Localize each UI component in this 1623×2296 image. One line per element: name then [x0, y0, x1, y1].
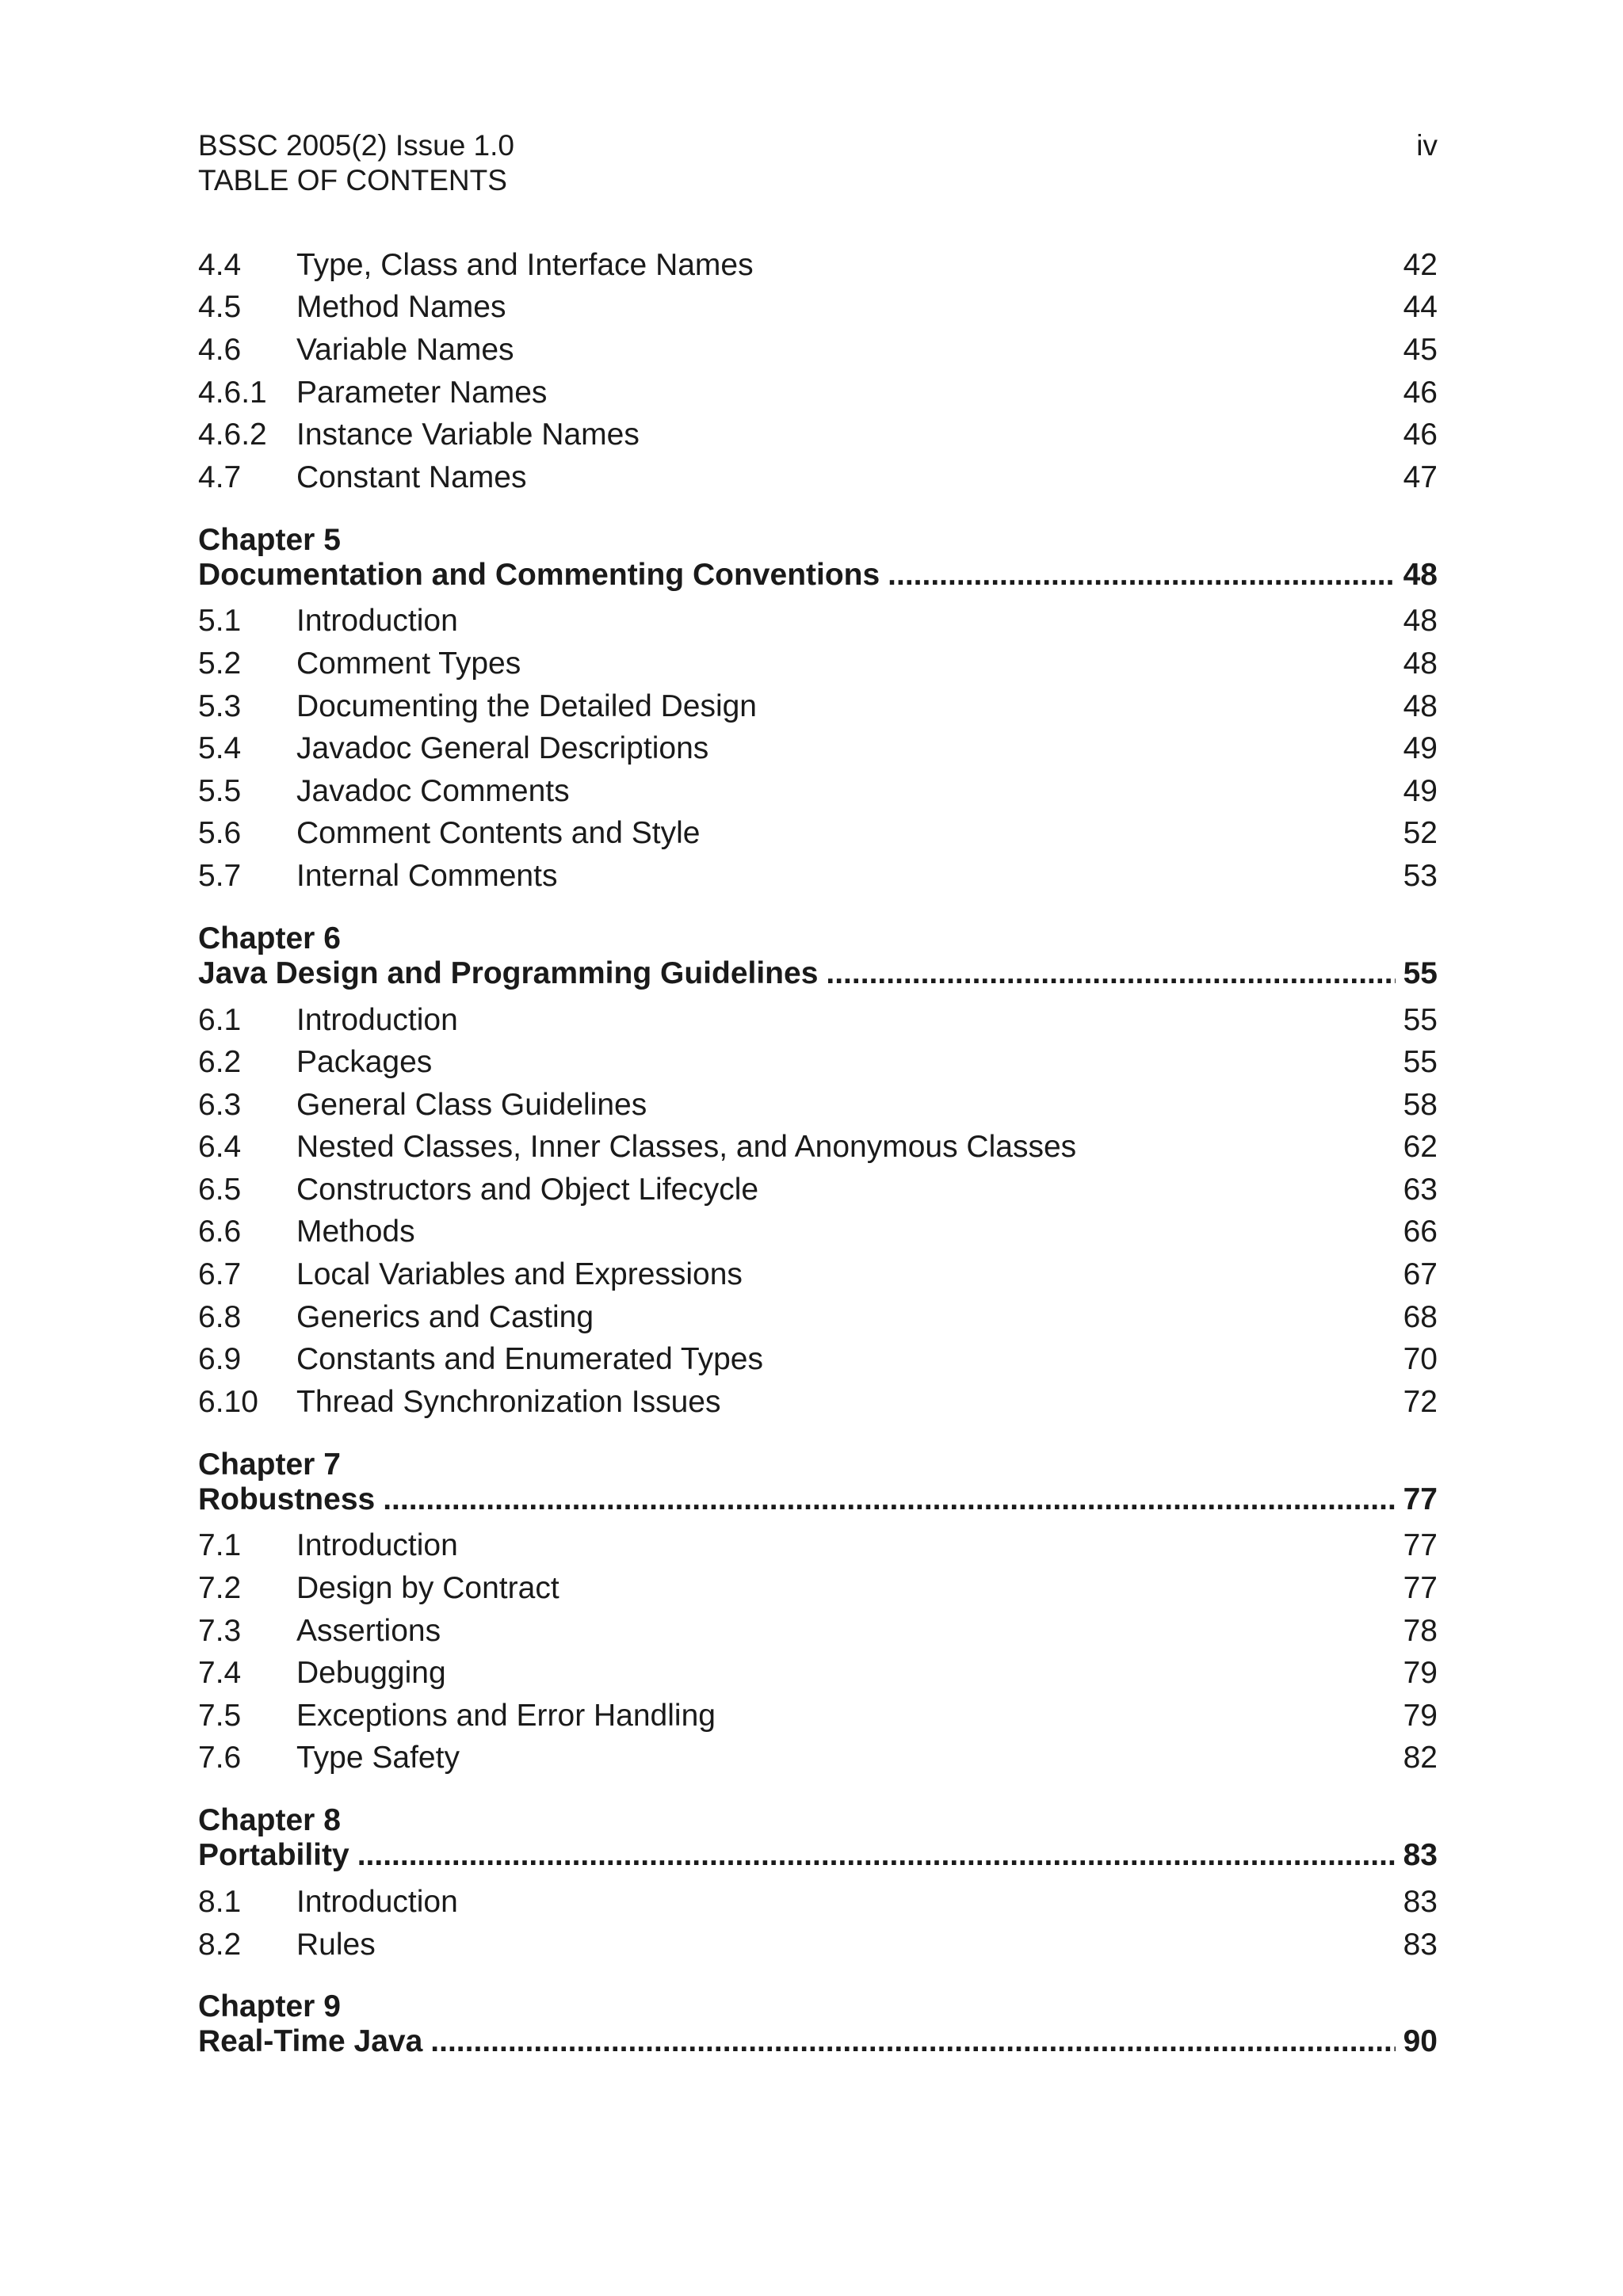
toc-entry[interactable] — [198, 855, 1438, 898]
chapter-label: Chapter 6 — [198, 921, 341, 955]
section-number: 8.1 — [198, 1885, 242, 1920]
dot-leader — [826, 956, 1395, 991]
section-title-link: Internal Comments — [296, 858, 558, 893]
section-page: 62 — [1403, 1130, 1438, 1165]
leading-entries — [198, 244, 1438, 499]
section-title-link: Comment Contents and Style — [296, 816, 701, 851]
chapter-page: 77 — [1403, 1482, 1438, 1516]
toc-entry[interactable] — [198, 1381, 1438, 1424]
section-page: 72 — [1403, 1384, 1438, 1419]
section-page: 47 — [1403, 460, 1438, 494]
section-page: 58 — [1403, 1087, 1438, 1122]
section-title-link: Constructors and Object Lifecycle — [296, 1172, 759, 1207]
toc-entry[interactable] — [198, 329, 1438, 372]
section-number: 4.6.1 — [198, 375, 267, 410]
page-number: iv — [1416, 129, 1438, 162]
section-page: 55 — [1403, 1045, 1438, 1080]
section-title-link: Design by Contract — [296, 1571, 559, 1606]
section-page: 82 — [1403, 1741, 1438, 1775]
chapter-page: 83 — [1403, 1838, 1438, 1873]
chapter-heading[interactable] — [198, 956, 1438, 991]
section-number: 6.8 — [198, 1299, 242, 1334]
section-number: 5.7 — [198, 858, 242, 893]
chapter-heading[interactable] — [198, 558, 1438, 593]
section-number: 6.6 — [198, 1215, 242, 1249]
toc-entry[interactable] — [198, 414, 1438, 456]
toc-entry[interactable] — [198, 1737, 1438, 1780]
section-page: 77 — [1403, 1528, 1438, 1563]
chapter-label: Chapter 8 — [198, 1803, 341, 1838]
section-number: 6.10 — [198, 1384, 258, 1419]
section-title-link: General Class Guidelines — [296, 1087, 647, 1122]
section-number: 6.2 — [198, 1045, 242, 1080]
section-title-link: Javadoc Comments — [296, 773, 570, 808]
section-title-link: Constants and Enumerated Types — [296, 1342, 763, 1377]
section-page: 44 — [1403, 290, 1438, 325]
chapter-label: Chapter 5 — [198, 522, 341, 557]
dot-leader — [357, 1838, 1396, 1873]
section-page: 48 — [1403, 646, 1438, 681]
chapter-heading[interactable] — [198, 1838, 1438, 1873]
toc-entry[interactable] — [198, 1525, 1438, 1568]
section-number: 4.7 — [198, 460, 242, 494]
section-title-link: Introduction — [296, 1528, 458, 1563]
chapter-entries — [198, 601, 1438, 898]
toc-entry[interactable] — [198, 1211, 1438, 1254]
toc-entry[interactable] — [198, 1695, 1438, 1737]
toc-entry[interactable] — [198, 1169, 1438, 1211]
section-title-link: Rules — [296, 1927, 376, 1962]
section-number: 7.2 — [198, 1571, 242, 1606]
section-page: 55 — [1403, 1002, 1438, 1037]
section-title-link: Constant Names — [296, 460, 527, 494]
section-title-link: Parameter Names — [296, 375, 548, 410]
toc-entry[interactable] — [198, 770, 1438, 813]
section-title-link: Documenting the Detailed Design — [296, 688, 758, 723]
toc-entry[interactable] — [198, 1041, 1438, 1084]
toc-entry[interactable] — [198, 1296, 1438, 1339]
toc-entry[interactable] — [198, 813, 1438, 856]
chapter-label: Chapter 7 — [198, 1447, 341, 1482]
toc-entry[interactable] — [198, 244, 1438, 287]
section-number: 6.3 — [198, 1087, 242, 1122]
section-page: 66 — [1403, 1215, 1438, 1249]
section-number: 4.5 — [198, 290, 242, 325]
section-page: 52 — [1403, 816, 1438, 851]
section-title-link: Javadoc General Descriptions — [296, 731, 709, 766]
section-title-link: Thread Synchronization Issues — [296, 1384, 721, 1419]
toc-entry[interactable] — [198, 727, 1438, 770]
section-title-link: Debugging — [296, 1656, 446, 1691]
chapter-page: 90 — [1403, 2024, 1438, 2059]
chapter-label: Chapter 9 — [198, 1989, 341, 2024]
section-title-link: Comment Types — [296, 646, 521, 681]
toc-entry[interactable] — [198, 1924, 1438, 1966]
section-number: 7.5 — [198, 1698, 242, 1733]
section-number: 5.5 — [198, 773, 242, 808]
section-number: 7.4 — [198, 1656, 242, 1691]
document-id: BSSC 2005(2) Issue 1.0 — [198, 129, 514, 162]
section-number: 5.6 — [198, 816, 242, 851]
chapter-title: Robustness — [198, 1482, 376, 1516]
toc-entry[interactable] — [198, 1253, 1438, 1296]
section-page: 68 — [1403, 1299, 1438, 1334]
section-page: 63 — [1403, 1172, 1438, 1207]
section-number: 7.3 — [198, 1613, 242, 1648]
dot-leader — [430, 2024, 1395, 2059]
section-title-link: Local Variables and Expressions — [296, 1257, 743, 1292]
section-page: 49 — [1403, 773, 1438, 808]
chapter-entries — [198, 1881, 1438, 1966]
section-title-link: Introduction — [296, 1002, 458, 1037]
chapter-block — [198, 921, 1438, 991]
section-number: 6.5 — [198, 1172, 242, 1207]
section-number: 5.4 — [198, 731, 242, 766]
section-title-link: Variable Names — [296, 332, 514, 367]
toc-entry[interactable] — [198, 601, 1438, 643]
chapter-block — [198, 523, 1438, 593]
section-title-link: Introduction — [296, 604, 458, 639]
section-page: 46 — [1403, 418, 1438, 452]
toc-entry[interactable] — [198, 1881, 1438, 1924]
section-title-link: Nested Classes, Inner Classes, and Anonymous Classes — [296, 1130, 1077, 1165]
section-number: 4.6.2 — [198, 418, 267, 452]
section-page: 53 — [1403, 858, 1438, 893]
section-page: 70 — [1403, 1342, 1438, 1377]
section-title-link: Assertions — [296, 1613, 441, 1648]
toc-entry[interactable] — [198, 1567, 1438, 1610]
section-number: 5.2 — [198, 646, 242, 681]
chapter-page: 55 — [1403, 955, 1438, 990]
chapter-entries — [198, 1525, 1438, 1780]
section-number: 4.4 — [198, 247, 242, 282]
toc-entry[interactable] — [198, 643, 1438, 685]
chapter-page: 48 — [1403, 557, 1438, 592]
section-number: 6.4 — [198, 1130, 242, 1165]
section-page: 83 — [1403, 1927, 1438, 1962]
section-number: 8.2 — [198, 1927, 242, 1962]
section-number: 6.9 — [198, 1342, 242, 1377]
dot-leader — [383, 1482, 1395, 1517]
toc-entry[interactable] — [198, 1610, 1438, 1653]
chapter-list — [198, 523, 1438, 2060]
section-page: 49 — [1403, 731, 1438, 766]
section-number: 6.1 — [198, 1002, 242, 1037]
section-title-link: Packages — [296, 1045, 433, 1080]
toc-entry[interactable] — [198, 999, 1438, 1042]
section-title-link: Instance Variable Names — [296, 418, 640, 452]
chapter-title: Real-Time Java — [198, 2024, 423, 2059]
chapter-heading[interactable] — [198, 2024, 1438, 2059]
section-number: 6.7 — [198, 1257, 242, 1292]
toc-entry[interactable] — [198, 685, 1438, 728]
section-page: 79 — [1403, 1656, 1438, 1691]
section-page: 78 — [1403, 1613, 1438, 1648]
section-title: TABLE OF CONTENTS — [198, 164, 507, 196]
section-number: 5.1 — [198, 604, 242, 639]
page-header — [198, 128, 1438, 198]
toc-entry[interactable] — [198, 1338, 1438, 1381]
section-page: 79 — [1403, 1698, 1438, 1733]
section-number: 5.3 — [198, 688, 242, 723]
toc-entry[interactable] — [198, 287, 1438, 330]
chapter-heading[interactable] — [198, 1482, 1438, 1517]
section-number: 4.6 — [198, 332, 242, 367]
toc-entry[interactable] — [198, 1652, 1438, 1695]
chapter-block — [198, 1447, 1438, 1517]
toc-entry[interactable] — [198, 372, 1438, 414]
section-title-link: Methods — [296, 1215, 415, 1249]
section-page: 48 — [1403, 604, 1438, 639]
section-title-link: Type, Class and Interface Names — [296, 247, 754, 282]
chapter-title: Documentation and Commenting Conventions — [198, 557, 880, 592]
toc-entry[interactable] — [198, 1084, 1438, 1127]
section-number: 7.1 — [198, 1528, 242, 1563]
section-title-link: Type Safety — [296, 1741, 460, 1775]
dot-leader — [888, 558, 1395, 593]
chapter-title: Portability — [198, 1838, 349, 1873]
toc-page — [198, 128, 1438, 2059]
section-page: 42 — [1403, 247, 1438, 282]
section-page: 48 — [1403, 688, 1438, 723]
section-number: 7.6 — [198, 1741, 242, 1775]
section-title-link: Introduction — [296, 1885, 458, 1920]
chapter-block — [198, 1803, 1438, 1873]
section-title-link: Method Names — [296, 290, 506, 325]
section-page: 77 — [1403, 1571, 1438, 1606]
chapter-entries — [198, 999, 1438, 1424]
section-page: 46 — [1403, 375, 1438, 410]
toc-entry[interactable] — [198, 456, 1438, 499]
chapter-title: Java Design and Programming Guidelines — [198, 955, 819, 990]
section-page: 45 — [1403, 332, 1438, 367]
section-title-link: Exceptions and Error Handling — [296, 1698, 716, 1733]
section-title-link: Generics and Casting — [296, 1299, 594, 1334]
toc-entry[interactable] — [198, 1127, 1438, 1169]
section-page: 67 — [1403, 1257, 1438, 1292]
section-page: 83 — [1403, 1885, 1438, 1920]
chapter-block — [198, 1989, 1438, 2059]
